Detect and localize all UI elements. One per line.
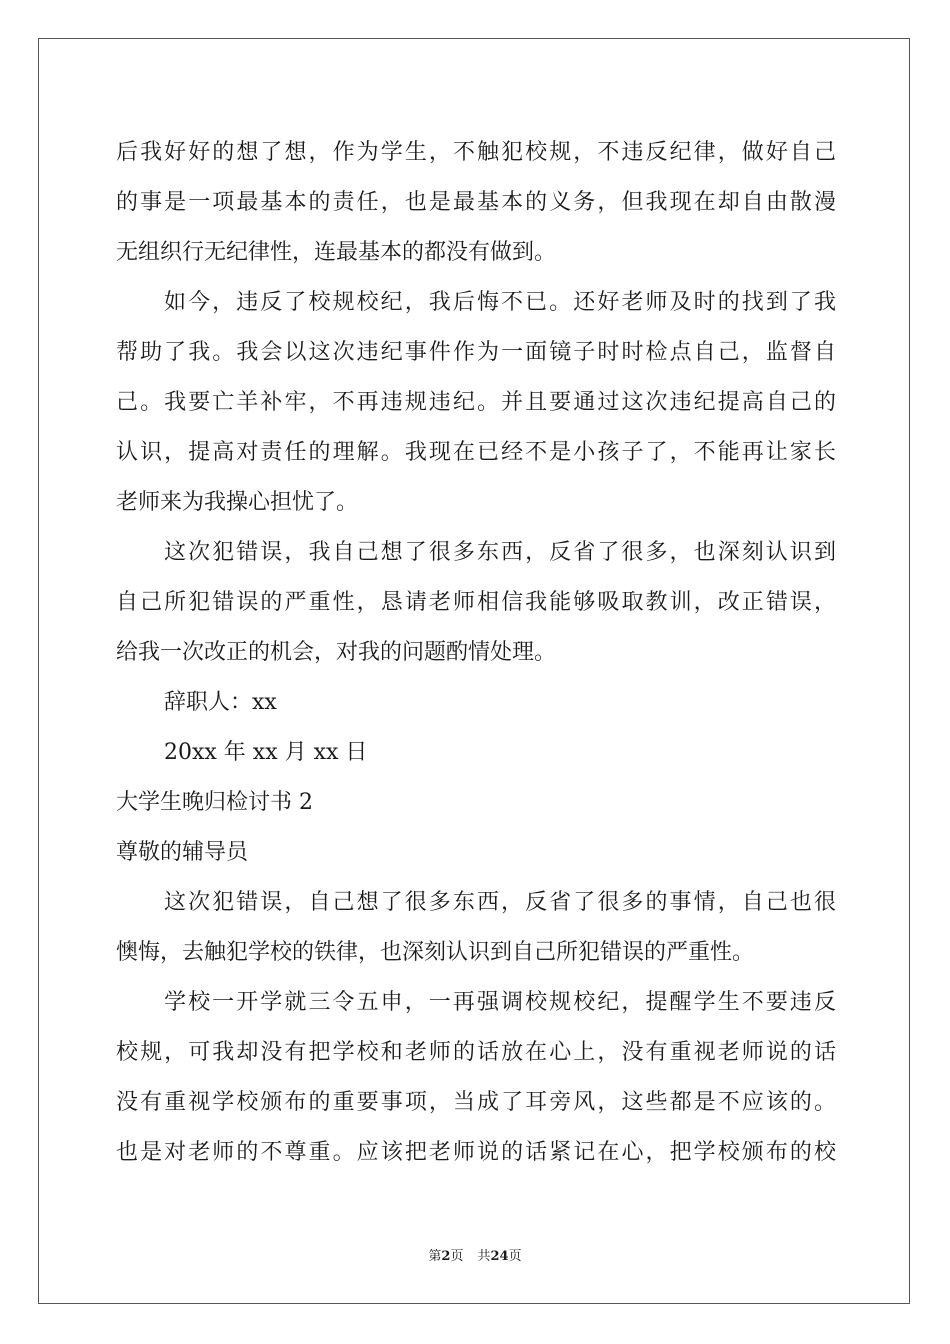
text-line: 老师来为我操心担忧了。 (116, 490, 359, 515)
section-title: 大学生晚归检讨书 2 (116, 790, 313, 815)
paragraph-first-line: 这次犯错误，自己想了很多东西，反省了很多的事情，自己也很 (164, 890, 836, 915)
text-line: 帮助了我。我会以这次违纪事件作为一面镜子时时检点自己，监督自 (116, 340, 836, 365)
text-line: 己。我要亡羊补牢，不再违规违纪。并且要通过这次违纪提高自己的 (116, 390, 836, 415)
text-line: 懊悔，去触犯学校的铁律，也深刻认识到自己所犯错误的严重性。 (116, 940, 755, 965)
date-line: 20xx 年 xx 月 xx 日 (164, 740, 368, 765)
signature-line: 辞职人：xx (164, 690, 277, 715)
text-line: 认识，提高对责任的理解。我现在已经不是小孩子了，不能再让家长 (116, 440, 836, 465)
text-line: 没有重视学校颁布的重要事项，当成了耳旁风，这些都是不应该的。 (116, 1090, 836, 1115)
text-line: 的事是一项最基本的责任，也是最基本的义务，但我现在却自由散漫 (116, 190, 836, 215)
paragraph-first-line: 学校一开学就三令五申，一再强调校规校纪，提醒学生不要违反 (164, 990, 836, 1015)
document-body (116, 128, 836, 1178)
page-footer (0, 1245, 950, 1264)
text-line: 自己所犯错误的严重性，恳请老师相信我能够吸取教训，改正错误， (116, 590, 836, 615)
page-prefix: 第 (428, 1249, 442, 1264)
text-line: 给我一次改正的机会，对我的问题酌情处理。 (116, 640, 557, 665)
salutation: 尊敬的辅导员 (116, 840, 249, 865)
text-line: 无组织行无纪律性，连最基本的都没有做到。 (116, 240, 557, 265)
page-suffix: 页 (450, 1249, 464, 1264)
text-line: 校规，可我却没有把学校和老师的话放在心上，没有重视老师说的话 (116, 1040, 836, 1065)
text-line: 后我好好的想了想，作为学生，不触犯校规，不违反纪律，做好自己 (116, 140, 836, 165)
total-suffix: 页 (508, 1249, 522, 1264)
text-line: 也是对老师的不尊重。应该把老师说的话紧记在心，把学校颁布的校 (116, 1140, 836, 1165)
paragraph-first-line: 这次犯错误，我自己想了很多东西，反省了很多，也深刻认识到 (164, 540, 836, 565)
total-pages: 24 (490, 1249, 509, 1264)
total-prefix: 共 (477, 1249, 491, 1264)
paragraph-first-line: 如今，违反了校规校纪，我后悔不已。还好老师及时的找到了我 (164, 290, 836, 315)
page-number: 2 (441, 1249, 451, 1264)
